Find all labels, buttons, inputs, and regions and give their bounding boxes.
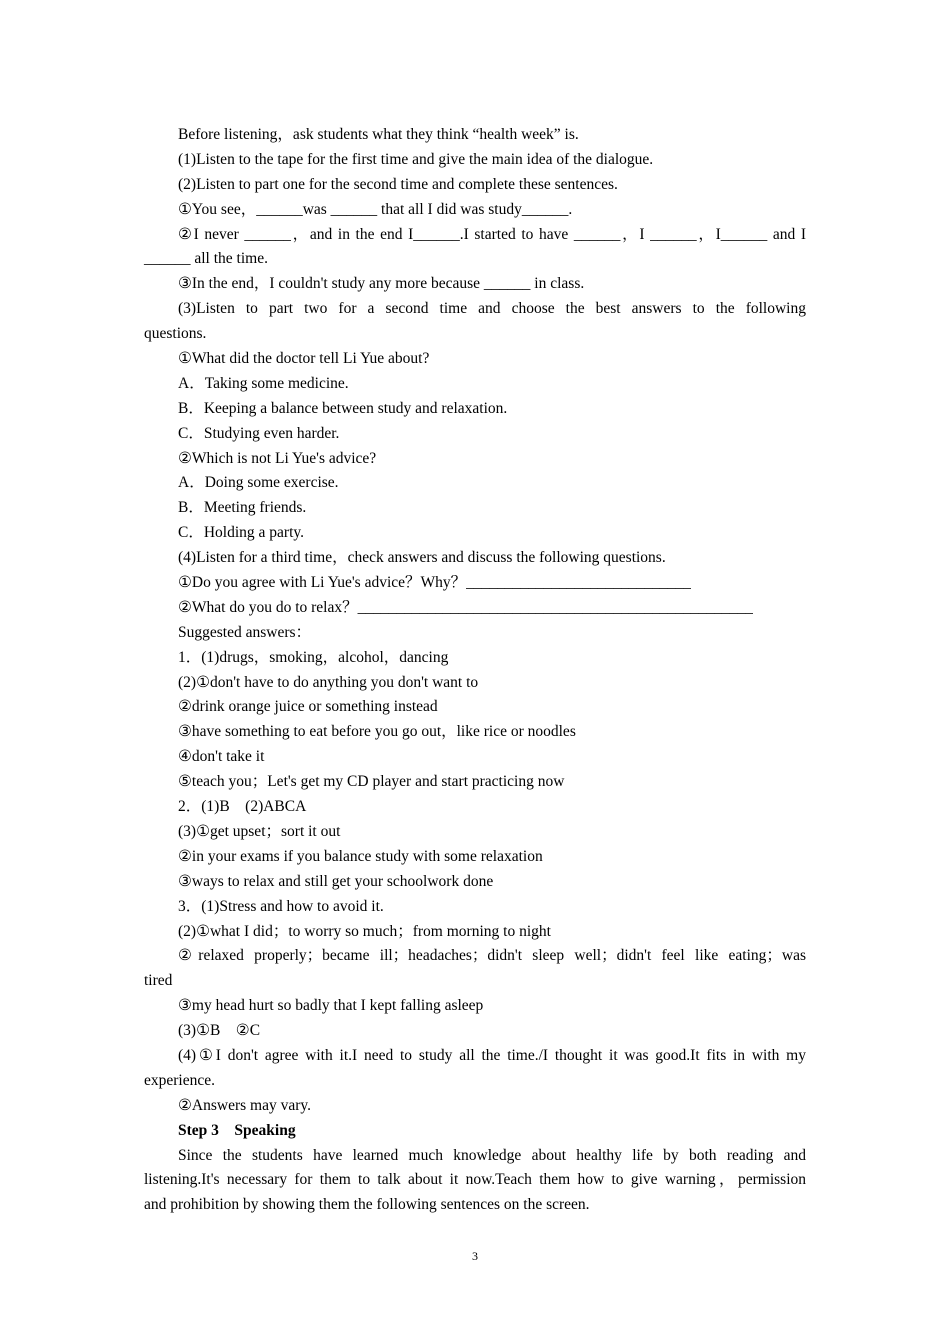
task-3-line-2: questions. bbox=[144, 325, 207, 343]
suggested-answers-heading: Suggested answers： bbox=[178, 623, 312, 641]
speaking-paragraph-line-3: and prohibition by showing them the following sentences on the screen. bbox=[144, 1196, 590, 1214]
question-1: ①What did the doctor tell Li Yue about? bbox=[178, 350, 430, 368]
answer-line: ⑤teach you；Let's get my CD player and start practicing now bbox=[178, 773, 565, 791]
answer-line: ②drink orange juice or something instead bbox=[178, 698, 438, 716]
answer-line: ②Answers may vary. bbox=[178, 1096, 311, 1114]
answer-line: ③ways to relax and still get your schoolwork done bbox=[178, 872, 494, 890]
answer-line: (2)①don't have to do anything you don't want to bbox=[178, 673, 479, 691]
answer-line: ③have something to eat before you go out，like rice or noodles bbox=[178, 723, 576, 741]
speaking-paragraph-line-1: Since the students have learned much knowledge about healthy life by both reading and bbox=[178, 1146, 806, 1164]
answer-line: ④don't take it bbox=[178, 748, 265, 766]
paragraph-before-listening: Before listening，ask students what they think “health week” is. bbox=[178, 126, 579, 143]
task-4: (4)Listen for a third time，check answers and discuss the following questions. bbox=[178, 549, 666, 567]
task-3-line-1: (3)Listen to part two for a second time and choose the best answers to the following bbox=[178, 300, 806, 318]
answer-line-wrapped: (4)①I don't agree with it.I need to study all the time./I thought it was good.It fits in with my bbox=[178, 1046, 806, 1064]
sentence-2-line-1: ②I never ______，and in the end I______.I started to have ______，I ______，I______ and I bbox=[178, 225, 806, 243]
sentence-2-line-2: ______ all the time. bbox=[144, 250, 268, 268]
option-b: B．Meeting friends. bbox=[178, 499, 307, 517]
sentence-1: ①You see，______was ______ that all I did was study______. bbox=[178, 200, 573, 218]
page-body bbox=[144, 123, 806, 1218]
answer-line-continuation: experience. bbox=[144, 1071, 215, 1089]
question-2: ②Which is not Li Yue's advice? bbox=[178, 449, 377, 467]
page-number: 3 bbox=[472, 1249, 478, 1263]
speaking-paragraph-line-2: listening.It's necessary for them to talk about it now.Teach them how to give warning，permission bbox=[144, 1171, 806, 1189]
answer-line: 2．(1)B (2)ABCA bbox=[178, 798, 307, 816]
task-2: (2)Listen to part one for the second time and complete these sentences. bbox=[178, 175, 618, 193]
answer-line: (3)①B ②C bbox=[178, 1022, 261, 1040]
option-a: A．Taking some medicine. bbox=[178, 374, 349, 392]
answer-line: (3)①get upset；sort it out bbox=[178, 822, 341, 840]
discussion-question-2: ②What do you do to relax？___________________________________________________ bbox=[178, 598, 753, 616]
answer-line-continuation: tired bbox=[144, 972, 173, 990]
task-1: (1)Listen to the tape for the first time and give the main idea of the dialogue. bbox=[178, 150, 654, 168]
sentence-3: ③In the end，I couldn't study any more because ______ in class. bbox=[178, 275, 585, 293]
answer-line: ③my head hurt so badly that I kept falling asleep bbox=[178, 997, 484, 1015]
option-b: B．Keeping a balance between study and relaxation. bbox=[178, 399, 508, 417]
answer-line: (2)①what I did；to worry so much；from morning to night bbox=[178, 922, 551, 940]
answer-line-wrapped: ②relaxed properly；became ill；headaches；didn't sleep well；didn't feel like eating；was bbox=[178, 947, 806, 965]
answer-line: 1．(1)drugs，smoking，alcohol，dancing bbox=[178, 648, 449, 666]
answer-line: 3．(1)Stress and how to avoid it. bbox=[178, 897, 384, 915]
option-a: A．Doing some exercise. bbox=[178, 474, 339, 492]
discussion-question-1: ①Do you agree with Li Yue's advice？Why？_____________________________ bbox=[178, 574, 691, 592]
option-c: C．Holding a party. bbox=[178, 524, 304, 542]
step-3-heading: Step 3 Speaking bbox=[178, 1121, 296, 1139]
option-c: C．Studying even harder. bbox=[178, 424, 340, 442]
answer-line: ②in your exams if you balance study with some relaxation bbox=[178, 847, 543, 865]
